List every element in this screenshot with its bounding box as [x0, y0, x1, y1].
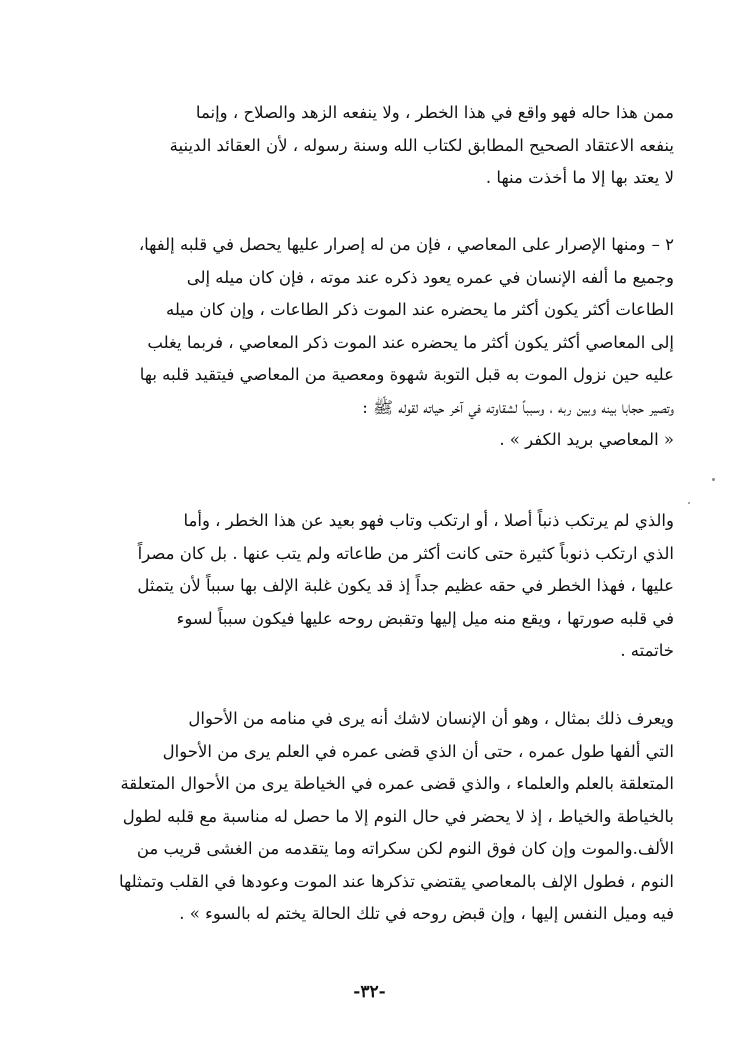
text-line: الألف.والموت وإن كان فوق النوم لكن سكراته وما يتقدمه من الغشى قريب من [136, 839, 674, 858]
scan-speck [712, 478, 715, 481]
text-line: والذي لم يرتكب ذنباً أصلا ، أو ارتكب وتاب فهو بعيد عن هذا الخطر ، وأما [183, 511, 674, 530]
item-number: ٢ – [651, 235, 674, 254]
text-line: بالخياطة والخياط ، إذ لا يحضر في حال النوم إلا ما حصل له مناسبة مع قلبه لطول [122, 806, 674, 826]
paragraph-2-numbered-item [66, 229, 674, 457]
text-line: ويعرف ذلك بمثال ، وهو أن الإنسان لاشك أنه يرى في منامه من الأحوال [188, 709, 674, 728]
scan-speck [688, 502, 690, 504]
text-line: وتصير حجابا بينه وبين ربه ، وسبباً لشقاوته في آخر حياته لقوله ﷺ : [362, 397, 674, 417]
text-line: النوم ، فطول الإلف بالمعاصي يقتضي تذكرها عند الموت وعودها في القلب وتمثلها [118, 871, 674, 891]
text-line: خاتمته . [620, 641, 674, 660]
text-line: إلى المعاصي أكثر يكون أكثر ما يحضره عند الموت ذكر المعاصي ، فربما يغلب [147, 332, 674, 352]
text-line: « المعاصي بريد الكفر » . [499, 430, 674, 449]
text-line: الذي ارتكب ذنوباً كثيرة حتى كانت أكثر من طاعاته ولم يتب عنها . بل كان مصراً [137, 543, 674, 563]
text-line: ينفعه الاعتقاد الصحيح المطابق لكتاب الله وسنة رسوله ، لأن العقائد الدينية [169, 135, 674, 155]
paragraph-3 [66, 505, 674, 668]
text-line: عليها ، فهذا الخطر في حقه عظيم جداً إذ قد يكون غلبة الإلف بها سبباً لأن يتمثل [137, 576, 674, 595]
text-line: لا يعتد بها إلا ما أخذت منها . [485, 168, 674, 187]
paragraph-1 [66, 97, 674, 195]
text-line: الطاعات أكثر يكون أكثر ما يحضره عند الموت ذكر الطاعات ، وإن كان ميله [165, 300, 674, 319]
text-line: وجميع ما ألفه الإنسان في عمره يعود ذكره عند موته ، فإن كان ميله إلى [186, 267, 674, 287]
text-line: المتعلقة بالعلم والعلماء ، والذي قضى عمره في الخياطة يرى من الأحوال المتعلقة [120, 774, 674, 793]
text-line [66, 229, 674, 262]
text-line: التي ألفها طول عمره ، حتى أن الذي قضى عمره في العلم يرى من الأحوال [162, 741, 674, 761]
text-line: ممن هذا حاله فهو واقع في هذا الخطر ، ولا ينفعه الزهد والصلاح ، وإنما [195, 103, 674, 122]
paragraph-4 [66, 703, 674, 931]
text-line: عليه حين نزول الموت به قبل التوبة شهوة ومعصية من المعاصي فيتقيد قلبه بها [139, 365, 674, 384]
page-number: -٣٢- [353, 982, 386, 1002]
text-line-content: ومنها الإصرار على المعاصي ، فإن من له إصرار عليها يحصل في قلبه إلفها، [138, 235, 646, 254]
text-line: في قلبه صورتها ، ويقع منه ميل إليها وتقبض روحه عليها فيكون سبباً لسوء [176, 608, 674, 628]
text-line: فيه وميل النفس إليها ، وإن قبض روحه في تلك الحالة يختم له بالسوء » . [179, 904, 674, 923]
